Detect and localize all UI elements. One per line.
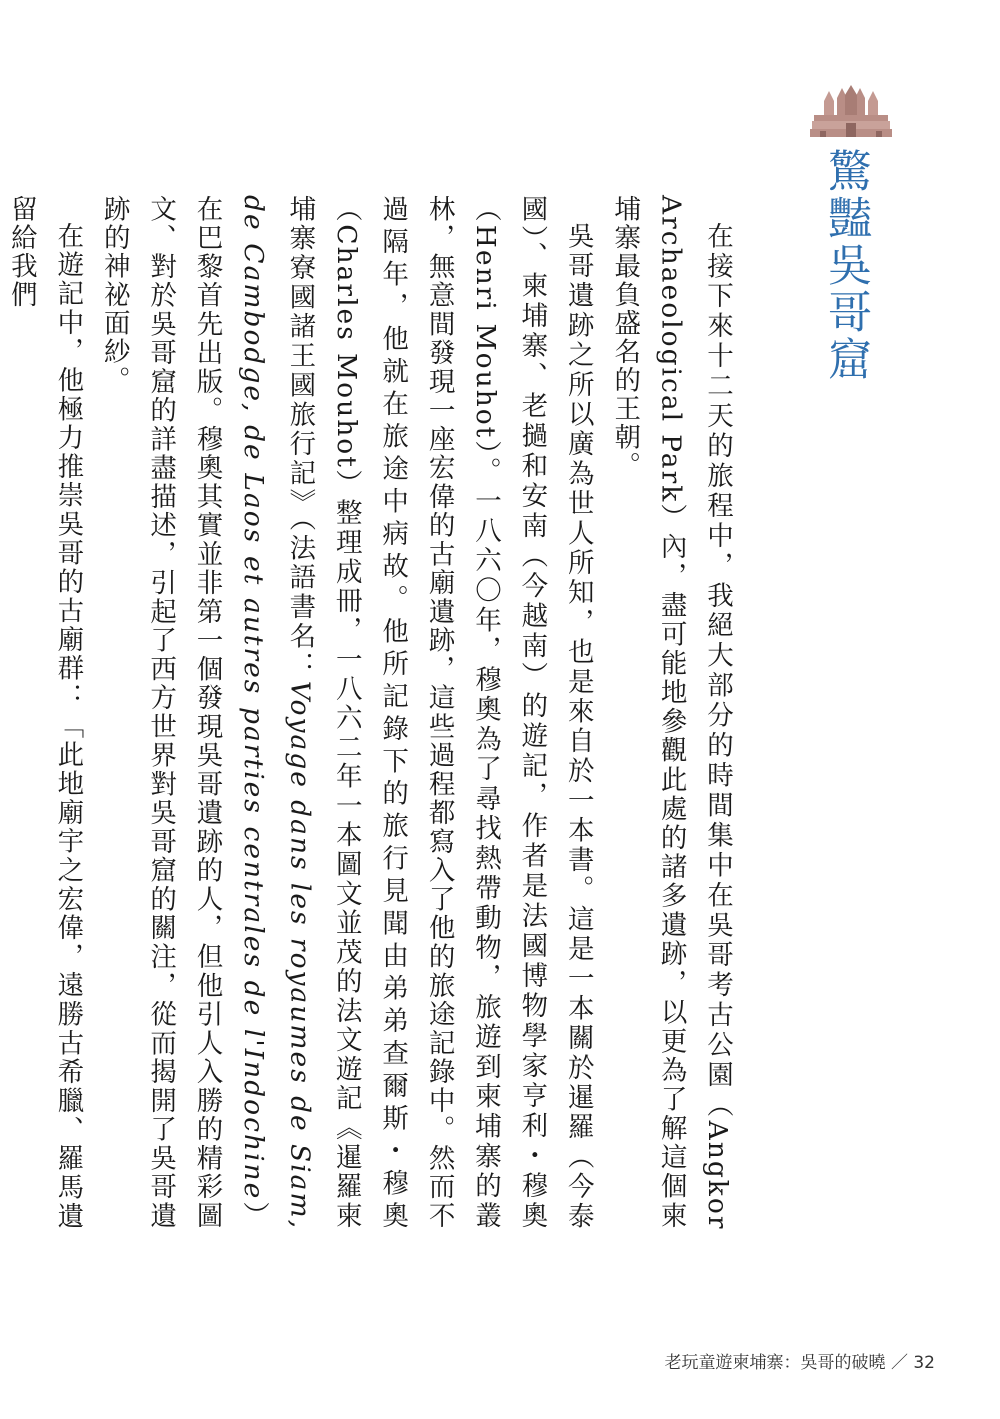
body-text <box>5 195 740 1230</box>
paragraph-2-part-1: 吳哥遺跡之所以廣為世人所知，也是來自於一本書。這是一本關於暹羅（今泰國）、柬埔寨、老撾和安南（今越南）的遊記，作者是法國博物學家亨利・穆奧（Henri Mouhot）。一八六〇年，穆奧為了尋找熱帶動物，旅遊到柬埔寨的叢林，無意間發現一座宏偉的古廟遺跡，這些過程都寫入了他的旅途記錄中。然而不過隔年，他就在旅途中病故。他所記錄下的旅行見聞由弟弟查爾斯・穆奧（Charles Mouhot）整理成冊，一八六二年一本圖文並茂的法文遊記《暹羅柬埔寨寮國諸王國旅行記》（法語書名： <box>284 195 594 1230</box>
paragraph-2 <box>90 195 600 1230</box>
book-title-french: Voyage dans les royaumes de Siam, de Cambodge, de Laos et autres parties centrales de l'Indochine <box>237 195 316 1230</box>
section-heading: 驚豔吳哥窟 <box>820 148 871 383</box>
paragraph-3: 在遊記中，他極力推崇吳哥的古廟群：「此地廟宇之宏偉，遠勝古希臘、羅馬遺留給我們 <box>5 195 84 1230</box>
paragraph-1: 在接下來十二天的旅程中，我絕大部分的時間集中在吳哥考古公園（Angkor Archaeological Park）內，盡可能地參觀此處的諸多遺跡，以更為了解這個柬埔寨最負盛名的王朝。 <box>609 195 733 1230</box>
paragraph-2-part-2: ）在巴黎首先出版。穆奧其實並非第一個發現吳哥遺跡的人，但他引人入勝的精彩圖文、對於吳哥窟的詳盡描述，引起了西方世界對吳哥窟的關注，從而揭開了吳哥遺跡的神祕面紗。 <box>98 195 269 1230</box>
page-footer: 老玩童遊柬埔寨：吳哥的破曉 ／ 32 <box>664 1353 935 1373</box>
angkor-temple-icon <box>810 85 892 137</box>
